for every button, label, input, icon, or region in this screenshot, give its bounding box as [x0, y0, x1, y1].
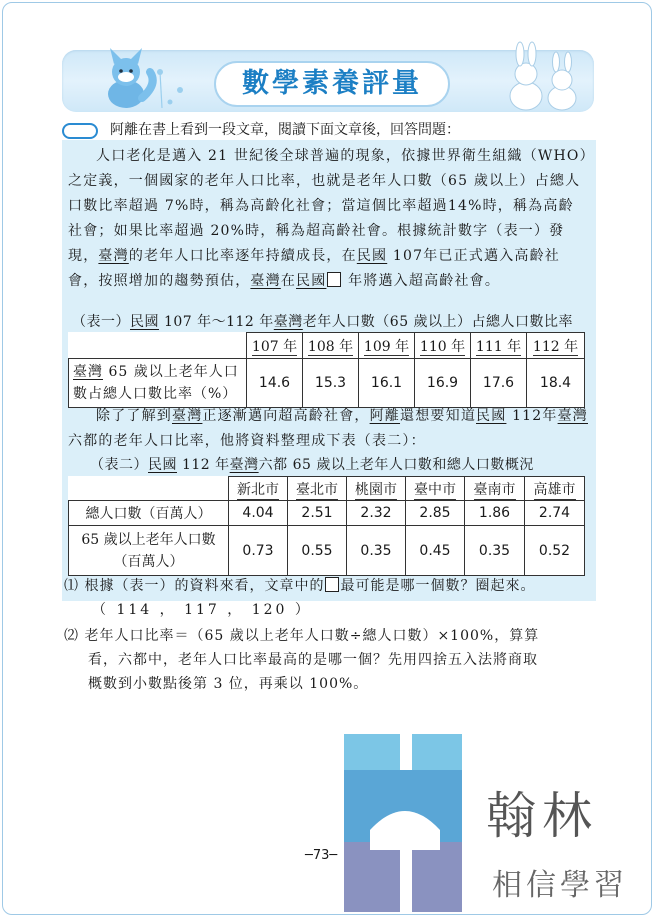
table2-row1-label: 總人口數（百萬人）: [69, 501, 229, 526]
table1-value: 16.9: [415, 359, 471, 408]
table2-row2-label: 65 歲以上老年人口數 （百萬人）: [69, 526, 229, 576]
table2-value: 0.45: [406, 526, 465, 576]
brand-name: 翰林: [486, 787, 598, 845]
table1-year: 110 年: [415, 333, 471, 359]
table1-value: 18.4: [527, 359, 585, 408]
table2-corner: [69, 477, 229, 501]
answer-blank-box: [327, 272, 341, 287]
table2-value: 4.04: [229, 501, 288, 526]
brand-slogan: 相信學習: [492, 868, 628, 903]
table1-year: 112 年: [527, 333, 585, 359]
page-title: 數學素養評量: [214, 61, 450, 107]
logo-arch-icon: [370, 800, 440, 850]
table2-value: 0.52: [525, 526, 585, 576]
table2: [68, 476, 585, 576]
table2-city: 新北市: [229, 477, 288, 501]
logo-foot-right: [412, 842, 462, 912]
table1-value: 16.1: [359, 359, 415, 408]
table1-corner: [69, 333, 247, 359]
table2-value: 1.86: [465, 501, 525, 526]
article-paragraph-1: 人口老化是邁入 21 世紀後全球普遍的現象，依據世界衛生組織（WHO）之定義，一個國家的老年人口比率，也就是老年人口數（65 歲以上）占總人口數比率超過 7%時，稱為高齡化社會；當這個比率超過14%時，稱為高齡社會；如果比率超過 20%時，稱為超高齡社會。根據統計數字（表一）發現，臺灣的老年人口比率逐年持續成長，在民國 107年已正式邁入高齡社會，按照增加的趨勢預估，臺灣在民國 年將邁入超高齡社會。: [68, 148, 588, 289]
table2-value: 2.51: [288, 501, 347, 526]
table2-value: 2.74: [525, 501, 585, 526]
article-paragraph-2: 除了了解到臺灣正逐漸邁向超高齡社會，阿離還想要知道民國 112年臺灣六都的老年人口比率，他將資料整理成下表（表二）：: [68, 408, 588, 449]
table2-value: 2.32: [347, 501, 406, 526]
table1-value: 17.6: [471, 359, 527, 408]
table2-city: 臺南市: [465, 477, 525, 501]
table2-value: 0.55: [288, 526, 347, 576]
page-number: ─73─: [305, 848, 338, 863]
table2-city: 桃園市: [347, 477, 406, 501]
table2-value: 0.35: [465, 526, 525, 576]
table2-city: 臺中市: [406, 477, 465, 501]
answer-blank-box: [325, 577, 339, 592]
question-1: ⑴ 根據（表一）的資料來看，文章中的 最可能是哪一個數？圈起來。: [64, 578, 536, 594]
table2-value: 2.85: [406, 501, 465, 526]
question-2: ⑵ 老年人口比率＝（65 歲以上老年人口數÷總人口數）×100%，算算: [64, 628, 540, 644]
logo-foot-left: [344, 842, 400, 912]
question-marker-icon: [62, 123, 98, 139]
table1: [68, 332, 585, 408]
table1-caption: （表一）民國 107 年～112 年臺灣老年人口數（65 歲以上）占總人口數比率: [72, 314, 574, 330]
question-1-options[interactable]: （ 114 ， 117 ， 120 ）: [92, 602, 312, 618]
table1-row-label: 臺灣 65 歲以上老年人口數占總人口數比率（%）: [69, 359, 247, 408]
table1-value: 14.6: [247, 359, 303, 408]
table1-year: 107 年: [247, 333, 303, 359]
intro-text: 阿離在書上看到一段文章，閱讀下面文章後，回答問題：: [110, 122, 460, 138]
table2-city: 高雄市: [525, 477, 585, 501]
table2-value: 0.73: [229, 526, 288, 576]
table1-year: 109 年: [359, 333, 415, 359]
rabbits-illustration-icon: [496, 40, 592, 112]
table1-value: 15.3: [303, 359, 359, 408]
question-2-line-3: 概數到小數點後第 3 位，再乘以 100%。: [88, 676, 369, 692]
table2-value: 0.35: [347, 526, 406, 576]
table1-year: 108 年: [303, 333, 359, 359]
question-2-line-2: 看，六都中，老年人口比率最高的是哪一個？先用四捨五入法將商取: [88, 652, 538, 668]
flower-decoration-icon: [150, 60, 200, 110]
table2-city: 臺北市: [288, 477, 347, 501]
table1-year: 111 年: [471, 333, 527, 359]
table2-caption: （表二）民國 112 年臺灣六都 65 歲以上老年人口數和總人口數概況: [90, 457, 534, 473]
